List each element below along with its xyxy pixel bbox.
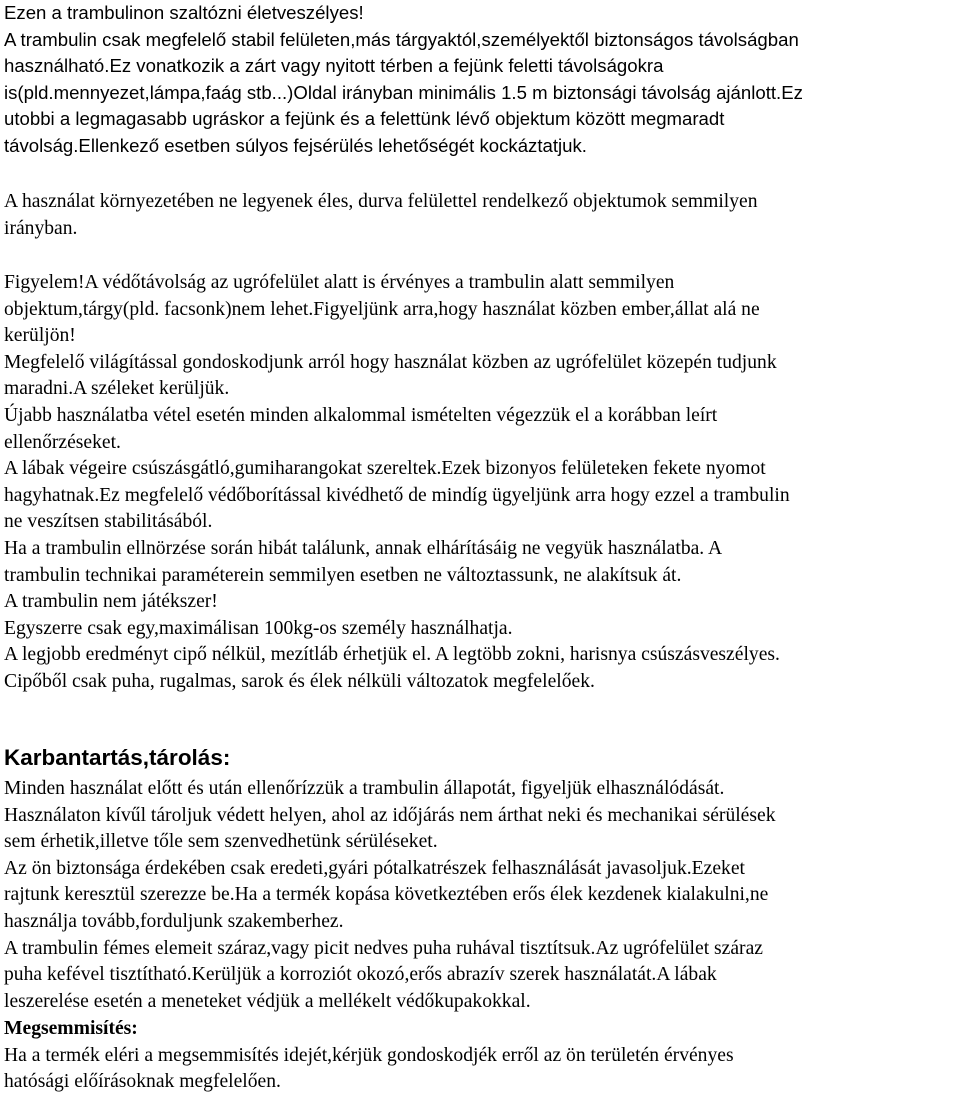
intro-line: Ezen a trambulinon szaltózni életveszélyes! [4, 2, 364, 23]
safety-rule-line: ne veszítsen stabilitásából. [4, 511, 213, 533]
maintenance-line: puha kefével tisztítható.Kerüljük a korroziót okozó,erős abrazív szerek használatát.A lábak [4, 964, 717, 986]
safety-rules-paragraph [4, 270, 956, 696]
safety-rule-line: A lábak végeire csúszásgátló,gumiharangokat szereltek.Ezek bizonyos felületeken fekete nyomot [4, 458, 766, 480]
safety-rule-line: A trambulin nem játékszer! [4, 591, 218, 613]
maintenance-line: leszerelése esetén a meneteket védjük a mellékelt védőkupakokkal. [4, 990, 531, 1012]
intro-line: használható.Ez vonatkozik a zárt vagy nyitott térben a fejünk feletti távolságokra [4, 55, 664, 76]
maintenance-paragraph [4, 776, 956, 1015]
maintenance-line: Használaton kívűl tároljuk védett helyen, ahol az időjárás nem árthat neki és mechanikai sérülések [4, 804, 776, 826]
maintenance-line: rajtunk keresztül szerezze be.Ha a termék kopása következtében erős élek kezdenek kialakulni,ne [4, 884, 769, 906]
environment-paragraph [4, 189, 956, 242]
safety-rule-line: maradni.A széleket kerüljük. [4, 378, 230, 400]
safety-rule-line: Újabb használatba vétel esetén minden alkalommal ismételten végezzük el a korábban leírt [4, 404, 718, 426]
maintenance-line: Minden használat előtt és után ellenőrízzük a trambulin állapotát, figyeljük elhasználódását. [4, 778, 725, 799]
maintenance-heading: Karbantartás,tárolás: [4, 745, 231, 770]
intro-line: távolság.Ellenkező esetben súlyos fejsérülés lehetőségét kockáztatjuk. [4, 134, 587, 156]
safety-rule-line: kerüljön! [4, 325, 76, 347]
safety-rule-line: Ha a trambulin ellnörzése során hibát találunk, annak elhárításáig ne vegyük használatba. A [4, 537, 723, 559]
safety-rule-line: Cipőből csak puha, rugalmas, sarok és élek nélküli változatok megfelelőek. [4, 670, 595, 692]
disposal-line: hatósági előírásoknak megfelelően. [4, 1071, 281, 1093]
maintenance-line: A trambulin fémes elemeit száraz,vagy picit nedves puha ruhával tisztítsuk.Az ugrófelület száraz [4, 937, 763, 959]
intro-line: utobbi a legmagasabb ugráskor a fejünk és a felettünk lévő objektum között megmaradt [4, 108, 725, 129]
safety-rule-line: Megfelelő világítással gondoskodjunk arról hogy használat közben az ugrófelület közepén tudjunk [4, 351, 777, 373]
disposal-section [4, 1016, 956, 1096]
maintenance-line: sem érhetik,illetve tőle sem szenvedhetünk sérüléseket. [4, 831, 438, 853]
environment-line: irányban. [4, 217, 78, 239]
safety-rule-line: Figyelem!A védőtávolság az ugrófelület alatt is érvényes a trambulin alatt semmilyen [4, 272, 675, 293]
maintenance-line: használja tovább,forduljunk szakemberhez. [4, 910, 344, 932]
intro-line: is(pld.mennyezet,lámpa,faág stb...)Oldal irányban minimális 1.5 m biztonsági távolság ajánlott.Ez [4, 81, 803, 103]
disposal-heading: Megsemmisítés: [4, 1018, 138, 1039]
safety-rule-line: Egyszerre csak egy,maximálisan 100kg-os személy használhatja. [4, 617, 513, 639]
safety-rule-line: hagyhatnak.Ez megfelelő védőborítással kivédhető de mindíg ügyeljünk arra hogy ezzel a trambulin [4, 484, 790, 506]
intro-line: A trambulin csak megfelelő stabil felületen,más tárgyaktól,személyektől biztonságos távolságban [4, 28, 799, 50]
maintenance-line: Az ön biztonsága érdekében csak eredeti,gyári pótalkatrészek felhasználását javasoljuk.Ezeket [4, 857, 745, 879]
environment-line: A használat környezetében ne legyenek éles, durva felülettel rendelkező objektumok semmilyen [4, 191, 758, 212]
safety-rule-line: A legjobb eredményt cipő nélkül, mezítláb érhetjük el. A legtöbb zokni, harisnya csúszásveszélyes. [4, 644, 780, 666]
intro-paragraph [4, 0, 956, 159]
disposal-line: Ha a termék eléri a megsemmisítés idejét,kérjük gondoskodjék erről az ön területén érvényes [4, 1044, 734, 1066]
safety-rule-line: trambulin technikai paraméterein semmilyen esetben ne változtassunk, ne alakítsuk át. [4, 564, 682, 586]
safety-rule-line: ellenőrzéseket. [4, 431, 121, 453]
safety-rule-line: objektum,tárgy(pld. facsonk)nem lehet.Figyeljünk arra,hogy használat közben ember,állat alá ne [4, 298, 760, 320]
